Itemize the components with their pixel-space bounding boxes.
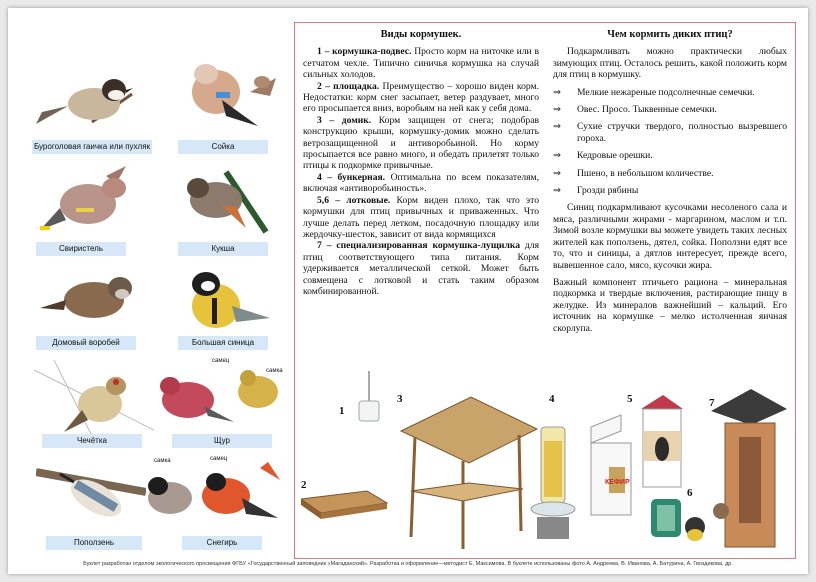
sex-label-male: самец <box>212 358 230 364</box>
feeder-type-paragraph <box>303 81 539 115</box>
bird-caption: Кукша <box>178 242 268 256</box>
feeder-type-lead: 1 – кормушка-подвес. <box>317 46 412 58</box>
bird-great-tit-image <box>166 262 276 342</box>
feeder-type-text: для птиц соответствующего типа питания. Корм удерживается металлической сеткой. Может быть совмещена с лотковой и стать таким образом комбинированной. <box>303 240 539 297</box>
kefir-label: КЕФИР <box>605 479 630 486</box>
feeder-platform-image <box>301 491 387 519</box>
feeder-type-text: Просто корм на ниточке или в сетчатом чехле. Типично синичья кормушка на случай сильных холодов. <box>303 46 539 81</box>
bird-bullfinch-image <box>130 458 290 530</box>
bird-gallery <box>26 22 288 552</box>
feeder-tray-house-image <box>641 395 683 487</box>
feeder-number: 5 <box>627 393 633 405</box>
feeder-bunker-image <box>531 427 575 539</box>
food-list-text: Сухие стручки твердого, полностью вызревшего гороха. <box>577 121 787 144</box>
food-list-text: Грозди рябины <box>577 185 639 197</box>
feeder-type-lead: 7 – специализированная кормушка-лущилка <box>317 240 521 252</box>
what-to-feed-title: Чем кормить диких птиц? <box>607 29 733 40</box>
feeder-carton-image <box>591 415 631 515</box>
feeder-type-lead: 5,6 – лотковые. <box>317 194 391 206</box>
booklet-page <box>8 8 808 574</box>
food-list-item <box>553 150 787 161</box>
feeder-type-paragraph <box>303 195 539 241</box>
food-list-text: Овес. Просо. Тыквенные семечки. <box>577 104 717 116</box>
sex-label-female: самка <box>266 368 283 374</box>
arrow-icon: ⇒ <box>553 86 562 98</box>
tit-feeding-paragraph: Синиц подкармливают кусочками несоленого сала и мяса, различными жирами - маргарином, маслом и т.п. Зимой возле кормушки вы можете увидеть таких лесных жителей как поползень, дятел, сойка. Поползни едят все то, что и синицы, а дятлов интересует, прежде всего, вывешенное сало, мясо, кусочки жира. <box>553 202 787 271</box>
feeder-type-text: Преимущество – хорошо виден корм. Недостатки: корм снег засыпает, ветер раздувает, много его просыпается вниз, воробьям на ней как у себя дома. <box>303 80 539 115</box>
arrow-icon: ⇒ <box>553 150 562 162</box>
arrow-icon: ⇒ <box>553 167 562 179</box>
arrow-icon: ⇒ <box>553 121 562 133</box>
feeder-types-title: Виды кормушек. <box>380 29 462 40</box>
feeder-number: 3 <box>397 393 403 405</box>
feeder-number: 6 <box>687 487 693 499</box>
arrow-icon: ⇒ <box>553 104 562 116</box>
feeder-illustrations <box>301 371 789 551</box>
feeder-type-paragraph <box>303 115 539 172</box>
feeder-type-lead: 4 – бункерная. <box>317 171 386 183</box>
bird-caption: Чечётка <box>42 434 142 448</box>
food-list-item <box>553 168 787 179</box>
feeder-type-text: Оптимальна по всем показателям, включая «антиворобьиность». <box>303 171 539 195</box>
feeder-types-column <box>303 29 539 297</box>
food-list-text: Мелкие нежареные подсолнечные семечки. <box>577 86 755 98</box>
sex-label-male: самец <box>210 456 228 462</box>
bird-caption: Свиристель <box>36 242 126 256</box>
bird-jay-image <box>166 52 286 138</box>
bird-siberian-jay-image <box>166 162 276 242</box>
feeder-number: 7 <box>709 397 715 409</box>
feeder-type-paragraph <box>303 240 539 297</box>
feeder-number: 2 <box>301 479 307 491</box>
bird-waxwing-image <box>36 160 146 240</box>
feeder-type-paragraph <box>303 172 539 195</box>
intro-paragraph: Подкармливать можно практически любых зимующих птиц. Осталось решить, какой положить корм для птиц в кормушку. <box>553 46 787 81</box>
text-panel <box>294 22 796 559</box>
food-list-item <box>553 87 787 98</box>
feeder-type-lead: 2 – площадка. <box>317 80 380 92</box>
sex-label-female: самка <box>154 458 171 464</box>
feeder-specialized-image <box>711 389 787 547</box>
feeder-number: 4 <box>549 393 555 405</box>
feeder-type-text: Корм виден плохо, так что это кормушки для птиц привычных и приваженных. Что лучше делать перед летком, посадочную площадку или жердочку-шесток, зависит от вида кормящихся <box>303 194 540 240</box>
bird-caption: Домовый воробей <box>36 336 136 350</box>
food-list-text: Пшено, в небольшом количестве. <box>577 167 714 179</box>
feeder-type-text: Корм защищен от снега; подобрав конструкцию крыши, кормушку-домик можно сделать ветрозащищенной и антиворобьиной. Но корму просыпается все равно много, и обедать прилетят только птицы к подкормке привычные. <box>303 114 539 172</box>
footer-credits: Буклет разработан отделом экологического просвещения ФГБУ «Государственный заповедник «Магаданский». Разработка и оформление—методист Е. Максимова. В буклете использованы фото А. Андреева, В. Иванова, А. Батурина, А. Гвоздикова, др. <box>83 561 733 567</box>
feeder-hanging-image <box>359 371 379 421</box>
food-list-item <box>553 185 787 196</box>
feeder-number: 1 <box>339 405 345 417</box>
feeder-type-paragraph <box>303 46 539 80</box>
bird-caption: Поползень <box>46 536 142 550</box>
bird-house-sparrow-image <box>36 264 146 334</box>
bird-willow-tit-image <box>32 64 152 144</box>
minerals-paragraph: Важный компонент птичьего рациона – минеральная подкормка и твердые включения, растирающие пищу в желудке. Из минералов важнейший – кальций. Его источник на кормушке – мелко истолченная яичная скорлупа. <box>553 276 787 334</box>
food-list-text: Кедровые орешки. <box>577 150 653 162</box>
bird-caption: Буроголовая гаичка или пухляк <box>32 140 152 154</box>
feeder-house-image <box>401 397 537 549</box>
what-to-feed-column <box>553 29 787 334</box>
bird-caption: Сойка <box>178 140 268 154</box>
food-list-item <box>553 104 787 115</box>
food-list-item <box>553 121 787 144</box>
feeder-type-lead: 3 – домик. <box>317 114 372 126</box>
bird-caption: Снегирь <box>182 536 262 550</box>
bird-redpoll-image <box>34 360 154 442</box>
arrow-icon: ⇒ <box>553 185 562 197</box>
feeder-mesh-image <box>651 499 705 541</box>
bird-caption: Большая синица <box>178 336 268 350</box>
bird-caption: Щур <box>172 434 272 448</box>
